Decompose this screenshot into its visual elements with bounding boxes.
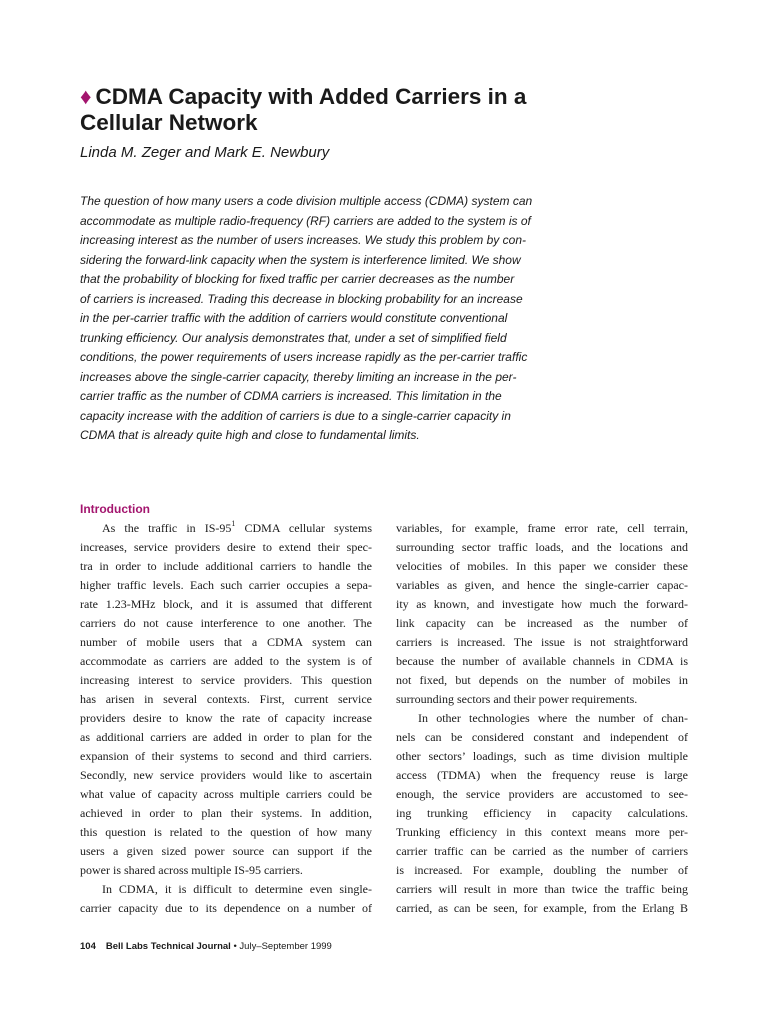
body-line: carrier traffic can be carried as the number of carriers bbox=[396, 844, 688, 858]
title-line-2: Cellular Network bbox=[80, 110, 258, 135]
abstract-line: of carriers is increased. Trading this decrease in blocking probability for an increase bbox=[80, 291, 523, 306]
body-line: is increased. For example, doubling the number of bbox=[396, 863, 688, 877]
body-line: nels can be considered constant and independent of bbox=[396, 730, 688, 744]
abstract-line: capacity increase with the addition of carriers is due to a single-carrier capacity in bbox=[80, 408, 511, 423]
authors: Linda M. Zeger and Mark E. Newbury bbox=[80, 144, 330, 161]
body-line: as additional carriers are added in order to plan for the bbox=[80, 730, 372, 744]
page-number: 104 bbox=[80, 941, 96, 952]
body-line: access (TDMA) when the frequency reuse is large bbox=[396, 768, 688, 782]
abstract-line: increasing interest as the number of users increases. We study this problem by con- bbox=[80, 233, 526, 247]
body-line: what value of capacity across multiple carriers could be bbox=[80, 787, 372, 801]
page-footer bbox=[80, 940, 332, 954]
body-line: carried, as can be seen, for example, from the Erlang B bbox=[396, 901, 688, 915]
abstract-line: The question of how many users a code division multiple access (CDMA) system can bbox=[80, 194, 533, 208]
body-line: tra in order to include additional carriers to handle the bbox=[80, 559, 372, 573]
section-heading-introduction: Introduction bbox=[80, 502, 150, 516]
body-line: surrounding sectors and their power requirements. bbox=[396, 692, 638, 706]
left-column bbox=[80, 519, 372, 918]
body-line: power is shared across multiple IS-95 carriers. bbox=[80, 863, 303, 877]
body-line: In CDMA, it is difficult to determine even single- bbox=[102, 882, 372, 896]
body-line: In other technologies where the number of chan- bbox=[418, 711, 688, 725]
body-line: ing trunking efficiency in capacity calculations. bbox=[396, 806, 688, 820]
body-line: higher traffic levels. Each such carrier occupies a sepa- bbox=[80, 578, 372, 592]
body-line: rate 1.23-MHz block, and it is assumed that different bbox=[80, 597, 372, 611]
body-line: expansion of their systems to second and third carriers. bbox=[80, 749, 372, 763]
abstract-line: conditions, the power requirements of users increase rapidly as the per-carrier traffic bbox=[80, 350, 528, 364]
issue-date: July–September 1999 bbox=[239, 941, 332, 952]
body-line: variables, for example, frame error rate, cell terrain, bbox=[396, 521, 688, 535]
body-line: carriers will result in more than twice the traffic being bbox=[396, 882, 688, 896]
diamond-icon: ♦ bbox=[80, 84, 92, 109]
abstract-line: increases above the single-carrier capacity, thereby limiting an increase in the per- bbox=[80, 369, 517, 384]
body-line: other sectors’ loadings, such as time division multiple bbox=[396, 749, 688, 763]
abstract-line: accommodate as multiple radio-frequency (RF) carriers are added to the system is of bbox=[80, 213, 531, 228]
body-line: because the number of available channels in CDMA is bbox=[396, 654, 688, 668]
body-text: As the traffic in IS-95 bbox=[102, 521, 232, 535]
body-text: CDMA cellular systems bbox=[235, 521, 372, 535]
body-line: users a given sized power source can support if the bbox=[80, 844, 372, 858]
abstract-line: trunking efficiency. Our analysis demonstrates that, under a set of simplified field bbox=[80, 330, 507, 345]
body-line: carriers do not cause interference to one another. The bbox=[80, 616, 372, 630]
body-line: Trunking efficiency in this context means more per- bbox=[396, 825, 688, 839]
abstract-line: sidering the forward-link capacity when the system is interference limited. We show bbox=[80, 252, 521, 267]
body-line: velocities of mobiles. In this paper we consider these bbox=[396, 559, 688, 573]
right-column bbox=[396, 519, 688, 918]
abstract-line: that the probability of blocking for fixed traffic per carrier decreases as the number bbox=[80, 272, 515, 286]
body-line: surrounding sector traffic loads, and the locations and bbox=[396, 540, 688, 554]
body-line: number of mobile users that a CDMA system can bbox=[80, 635, 372, 649]
body-line: accommodate as carriers are added to the system is of bbox=[80, 654, 372, 668]
body-line: this question is related to the question of how many bbox=[80, 825, 372, 839]
body-line: ity as known, and investigate how much the forward- bbox=[396, 597, 688, 611]
body-line: carrier capacity due to its dependence on a number of bbox=[80, 901, 372, 915]
body-line: providers desire to know the rate of capacity increase bbox=[80, 711, 372, 725]
body-line: variables as given, and hence the single-carrier capac- bbox=[396, 578, 688, 592]
body-line: link capacity can be increased as the number of bbox=[396, 616, 688, 630]
body-line: carriers is increased. The issue is not straightforward bbox=[396, 635, 688, 649]
title-line-1: CDMA Capacity with Added Carriers in a bbox=[95, 84, 527, 109]
body-line: not fixed, but depends on the number of mobiles in bbox=[396, 673, 688, 687]
body-line: has arisen in several contexts. First, current service bbox=[80, 692, 372, 706]
abstract-line: CDMA that is already quite high and close to fundamental limits. bbox=[80, 428, 420, 442]
footnote-reference: 1 bbox=[231, 519, 236, 528]
journal-name: Bell Labs Technical Journal bbox=[105, 941, 231, 952]
abstract-line: carrier traffic as the number of CDMA carriers is increased. This limitation in the bbox=[80, 389, 502, 403]
body-line: increasing interest to service providers. This question bbox=[80, 673, 372, 687]
article-title bbox=[80, 84, 700, 136]
body-line: enough, the service providers are accustomed to see- bbox=[396, 787, 688, 801]
body-line bbox=[80, 519, 372, 538]
footer-separator: • bbox=[230, 941, 240, 952]
body-line: achieved in order to plan their systems. In addition, bbox=[80, 806, 372, 820]
body-line: increases, service providers desire to extend their spec- bbox=[80, 540, 372, 554]
body-line: Secondly, new service providers would like to ascertain bbox=[80, 768, 372, 782]
abstract-line: in the per-carrier traffic with the addition of carriers would constitute conventional bbox=[80, 311, 508, 325]
abstract bbox=[80, 192, 564, 446]
